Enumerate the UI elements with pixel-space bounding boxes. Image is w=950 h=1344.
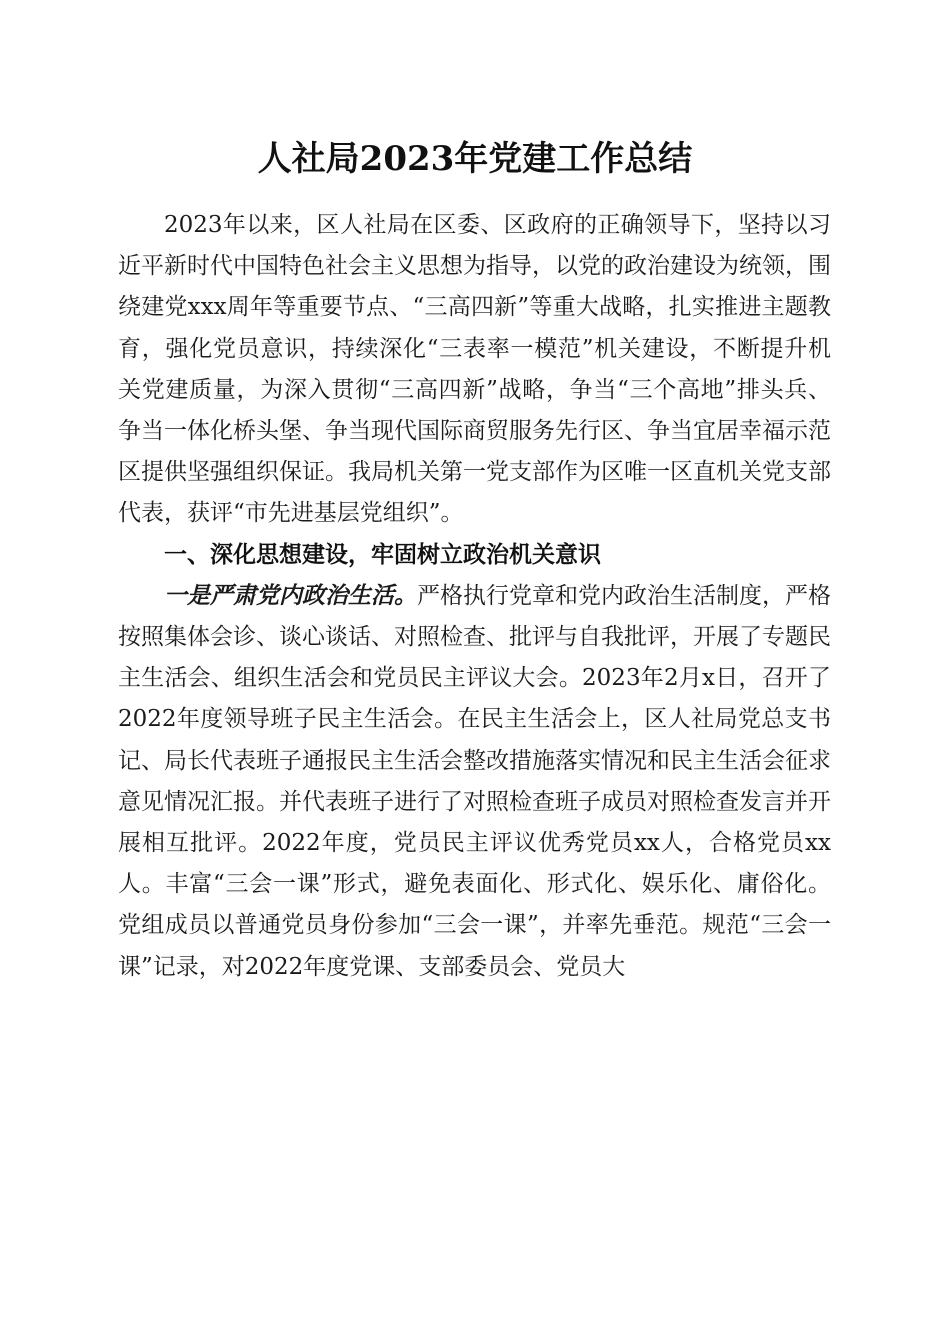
item-1-lead: 一是严肃党内政治生活。 bbox=[164, 582, 417, 609]
intro-paragraph: 2023年以来，区人社局在区委、区政府的正确领导下，坚持以习近平新时代中国特色社会主义思想为指导，以党的政治建设为统领，围绕建党xxx周年等重要节点、“三高四新”等重大战略，扎实推进主题教育，强化党员意识，持续深化“三表率一模范”机关建设，不断提升机关党建质量，为深入贯彻“三高四新”战略，争当“三个高地”排头兵、争当一体化桥头堡、争当现代国际商贸服务先行区、争当宜居幸福示范区提供坚强组织保证。我局机关第一党支部作为区唯一区直机关党支部代表，获评“市先进基层党组织”。 bbox=[118, 212, 831, 527]
section-1-heading: 一、深化思想建设，牢固树立政治机关意识 bbox=[164, 541, 601, 568]
item-1-text: 严格执行党章和党内政治生活制度，严格按照集体会诊、谈心谈话、对照检查、批评与自我批评，开展了专题民主生活会、组织生活会和党员民主评议大会。2023年2月x日，召开了2022年度领导班子民主生活会。在民主生活会上，区人社局党总支书记、局长代表班子通报民主生活会整改措施落实情况和民主生活会征求意见情况汇报。并代表班子进行了对照检查班子成员对照检查发言并开展相互批评。2022年度，党员民主评议优秀党员xx人，合格党员xx人。丰富“三会一课”形式，避免表面化、形式化、娱乐化、庸俗化。党组成员以普通党员身份参加“三会一课”，并率先垂范。规范“三会一课”记录，对2022年度党课、支部委员会、党员大 bbox=[118, 582, 831, 980]
document-title: 人社局2023年党建工作总结 bbox=[257, 139, 693, 179]
document-body bbox=[118, 205, 831, 988]
section-1-item-1-paragraph bbox=[118, 576, 831, 988]
